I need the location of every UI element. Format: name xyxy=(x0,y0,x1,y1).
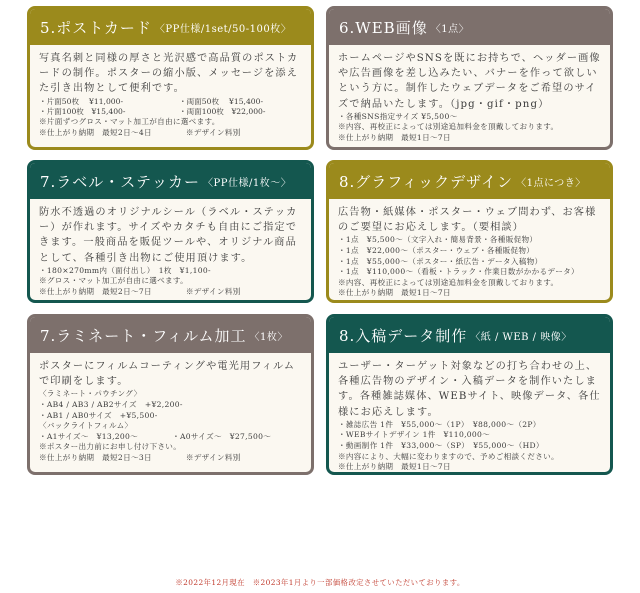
card-title: 8.グラフィックデザイン xyxy=(339,172,514,191)
card-note: ※内容、再校正によっては別途追加料金を頂戴しております。 xyxy=(338,122,559,132)
card-title: 5.ポストカード xyxy=(40,18,152,37)
card-header xyxy=(329,317,610,353)
card-subtitle: 〈1点〉 xyxy=(430,23,470,35)
card-description: 防水不透過のオリジナルシール（ラベル・ステッカー）が作れます。サイズやカタチも自由にご指定できます。一般商品を販促ツールや、オリジナル商品として、各種引き出物にご使用頂けます。 xyxy=(39,207,298,264)
price-item: ・片面50枚 ¥11,000- xyxy=(39,96,124,106)
card-description: 広告物・紙媒体・ポスター・ウェブ問わず、お客様のご要望にお応えします。（要相談） xyxy=(338,207,597,234)
price-item: ・1点 ¥55,000〜（ポスター・紙広告・データ入稿物） xyxy=(338,256,543,266)
card-description: ユーザー・ターゲット対象などの打ち合わせの上、各種広告物のデザイン・入稿データを制作いたします。各種雑誌媒体、WEBサイト、映像データ、各仕様にお応えします。 xyxy=(338,361,601,418)
price-item: ・180×270mm内（面付出し） 1枚 ¥1,100- xyxy=(39,265,211,275)
price-grid xyxy=(39,97,303,118)
card-subtitle: 〈紙 / WEB / 映像〉 xyxy=(470,331,572,343)
delivery-note: ※仕上がり納期 最短1日〜7日 xyxy=(338,288,451,298)
price-item: ・WEBサイトデザイン 1件 ¥110,000〜 xyxy=(338,430,491,440)
card-title: 7.ラベル・ステッカー xyxy=(40,172,201,191)
card-header xyxy=(30,163,311,199)
laminate-film-card xyxy=(27,314,314,475)
card-note-row xyxy=(39,287,303,298)
price-row xyxy=(39,432,303,443)
card-note: ※ポスター出力前にお申し付け下さい。 xyxy=(39,442,182,452)
price-item: ・A1サイズ〜 ¥13,200〜 xyxy=(39,431,139,441)
section-label: 〈バックライトフィルム〉 xyxy=(39,421,133,431)
card-header xyxy=(329,163,610,199)
price-item: ・1点 ¥22,000〜（ポスター・ウェブ・各種販促物） xyxy=(338,246,535,255)
card-description: 写真名刺と同様の厚さと光沢感で高品質のポストカードの制作。ポスターの縮小版、メッセージを添えた引き出物として便利です。 xyxy=(39,53,299,95)
price-revision-footnote: ※2022年12月現在 ※2023年1月より一部価格改定させていただいております。 xyxy=(175,578,465,587)
label-sticker-card xyxy=(27,160,314,303)
price-item: ・AB4 / AB3 / AB2サイズ +¥2,200- xyxy=(39,400,183,409)
card-note: ※グロス・マット加工が自由に選べます。 xyxy=(39,276,189,286)
design-fee-note: ※デザイン料別 xyxy=(185,287,241,296)
section-label: 〈ラミネート・パウチング〉 xyxy=(39,389,142,399)
delivery-note: ※仕上がり納期 最短2日〜7日 xyxy=(39,287,152,296)
delivery-note: ※仕上がり納期 最短2日〜3日 xyxy=(39,452,152,462)
price-item: ・両面100枚 ¥22,000- xyxy=(179,107,266,117)
card-note-row xyxy=(39,128,303,139)
postcard-card xyxy=(27,6,314,150)
card-title: 8.入稿データ制作 xyxy=(339,326,468,345)
card-description: ホームページやSNSを既にお持ちで、ヘッダー画像や広告画像を差し込みたい、バナーを作って欲しいという方に。制作したウェブデータをご希望のサイズで納品いたします。（jpg・gif・png） xyxy=(338,53,601,110)
delivery-note: ※仕上がり納期 最短2日〜4日 xyxy=(39,128,152,138)
price-item: ・片面100枚 ¥15,400- xyxy=(39,107,126,117)
web-image-card xyxy=(326,6,613,150)
price-item: ・AB1 / AB0サイズ +¥5,500- xyxy=(39,410,158,420)
price-item: ・各種SNS指定サイズ ¥5,500〜 xyxy=(338,111,458,121)
card-note-row xyxy=(39,453,303,464)
price-item: ・両面50枚 ¥15,400- xyxy=(179,96,264,106)
card-header xyxy=(30,9,311,45)
design-fee-note: ※デザイン料別 xyxy=(185,128,241,138)
delivery-note: ※仕上がり納期 最短1日〜7日 xyxy=(338,133,451,142)
price-item: ・動画制作 1件 ¥33,000〜（SP） ¥55,000〜（HD） xyxy=(338,441,544,450)
card-header xyxy=(329,9,610,45)
delivery-note: ※仕上がり納期 最短1日〜7日 xyxy=(338,462,451,472)
card-title: 6.WEB画像 xyxy=(339,18,428,37)
price-item: ・1点 ¥5,500〜（文字入れ・簡易背景・各種販促物） xyxy=(338,235,538,245)
card-subtitle: 〈PP仕様/1set/50-100枚〉 xyxy=(154,23,292,35)
card-subtitle: 〈1点につき〉 xyxy=(516,177,586,189)
card-header xyxy=(30,317,311,353)
card-subtitle: 〈1枚〉 xyxy=(249,331,288,343)
card-subtitle: 〈PP仕様/1枚〜〉 xyxy=(203,177,292,189)
price-item: ・雑誌広告 1件 ¥55,000〜（1P） ¥88,000〜（2P） xyxy=(338,419,541,429)
submission-data-card xyxy=(326,314,613,475)
graphic-design-card xyxy=(326,160,613,303)
card-title: 7.ラミネート・フィルム加工 xyxy=(40,326,247,345)
card-description: ポスターにフィルムコーティングや電光用フィルムで印刷をします。 xyxy=(39,361,296,388)
card-note: ※内容により、大幅に変わりますので、予めご相談ください。 xyxy=(338,451,559,461)
card-note: ※片面ずつグロス・マット加工が自由に選べます。 xyxy=(39,117,220,127)
price-item: ・1点 ¥110,000〜（看板・トラック・作業日数がかかるデータ） xyxy=(338,267,579,277)
price-item: ・A0サイズ〜 ¥27,500〜 xyxy=(172,431,272,441)
card-note: ※内容、再校正によっては別途追加料金を頂戴しております。 xyxy=(338,277,559,287)
design-fee-note: ※デザイン料別 xyxy=(185,452,241,462)
